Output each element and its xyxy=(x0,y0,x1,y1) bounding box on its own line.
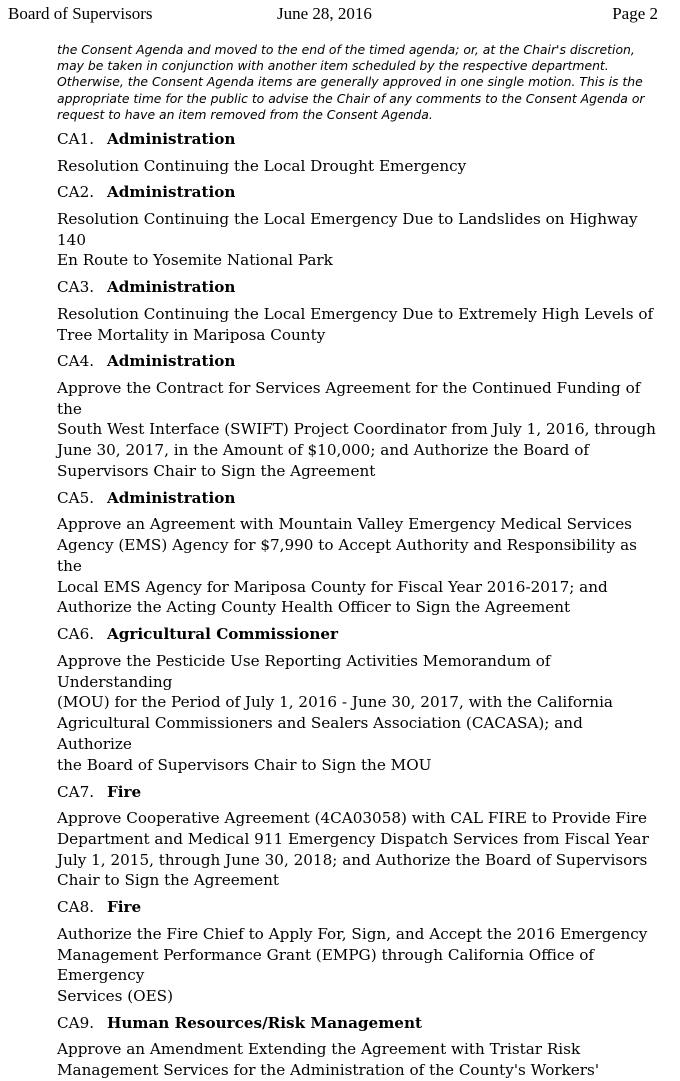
item-description: Authorize the Fire Chief to Apply For, Sign, and Accept the 2016 Emergency Management Performance Grant (EMPG) through California Office of Emergency Services (OES) xyxy=(57,924,648,1006)
agenda-item-ca1 xyxy=(57,129,662,176)
item-department: Human Resources/Risk Management xyxy=(107,1013,423,1032)
item-description: Approve an Agreement with Mountain Valley Emergency Medical Services Agency (EMS) Agency for $7,990 to Accept Authority and Responsibility as the Local EMS Agency for Mariposa County for Fiscal Year 2016-2017; and Authorize the Acting County Health Officer to Sign the Agreement xyxy=(57,515,637,617)
item-number: CA9. xyxy=(57,1013,95,1032)
item-number: CA4. xyxy=(57,352,95,371)
agenda-item-ca2 xyxy=(57,182,662,271)
item-heading xyxy=(57,488,662,509)
item-number: CA8. xyxy=(57,898,95,917)
item-number: CA1. xyxy=(57,130,95,149)
item-heading xyxy=(57,277,662,298)
consent-agenda-intro: the Consent Agenda and moved to the end of the timed agenda; or, at the Chair's discretion, may be taken in conjunction with another item scheduled by the respective department. Otherwise, the Consent Agenda items are generally approved in one single motion. This is the appropriate time for the public to advise the Chair of any comments to the Consent Agenda or request to have an item removed from the Consent Agenda. xyxy=(57,42,645,122)
page-header xyxy=(0,4,680,26)
item-department: Administration xyxy=(107,278,236,297)
header-page-number: Page 2 xyxy=(612,4,658,23)
item-number: CA6. xyxy=(57,625,95,644)
agenda-item-ca8 xyxy=(57,897,662,1007)
item-description: Approve the Pesticide Use Reporting Activities Memorandum of Understanding (MOU) for the Period of July 1, 2016 - June 30, 2017, with the California Agricultural Commissioners and Sealers Association (CACASA); and Authorize the Board of Supervisors Chair to Sign the MOU xyxy=(57,651,613,774)
item-department: Administration xyxy=(107,488,236,507)
item-department: Agricultural Commissioner xyxy=(107,625,339,644)
header-date: June 28, 2016 xyxy=(277,4,372,23)
item-department: Administration xyxy=(107,130,236,149)
item-number: CA3. xyxy=(57,278,95,297)
item-number: CA2. xyxy=(57,183,95,202)
item-description: Resolution Continuing the Local Emergency Due to Landslides on Highway 140 En Route to Yosemite National Park xyxy=(57,209,638,270)
agenda-item-ca5 xyxy=(57,488,662,618)
item-description: Approve an Amendment Extending the Agreement with Tristar Risk Management Services for the Administration of the County's Workers' xyxy=(57,1040,600,1080)
item-number: CA5. xyxy=(57,488,95,507)
agenda-item-ca9 xyxy=(57,1013,662,1081)
item-description: Approve Cooperative Agreement (4CA03058) with CAL FIRE to Provide Fire Department and Medical 911 Emergency Dispatch Services from Fiscal Year July 1, 2015, through June 30, 2018; and Authorize the Board of Supervisors Chair to Sign the Agreement xyxy=(57,809,649,890)
agenda-item-ca3 xyxy=(57,277,662,345)
item-heading xyxy=(57,624,662,645)
agenda-item-ca6 xyxy=(57,624,662,775)
item-heading xyxy=(57,129,662,150)
header-board-name: Board of Supervisors xyxy=(8,4,153,23)
item-heading xyxy=(57,782,662,803)
item-heading xyxy=(57,351,662,372)
item-description: Resolution Continuing the Local Drought Emergency xyxy=(57,156,467,175)
item-heading xyxy=(57,182,662,203)
item-department: Fire xyxy=(107,898,142,917)
item-heading xyxy=(57,897,662,918)
agenda-item-ca4 xyxy=(57,351,662,481)
item-department: Fire xyxy=(107,782,142,801)
item-description: Resolution Continuing the Local Emergency Due to Extremely High Levels of Tree Mortality in Mariposa County xyxy=(57,304,654,344)
agenda-item-ca7 xyxy=(57,782,662,892)
agenda-content xyxy=(57,42,662,1081)
item-number: CA7. xyxy=(57,782,95,801)
item-department: Administration xyxy=(107,352,236,371)
item-department: Administration xyxy=(107,183,236,202)
item-heading xyxy=(57,1013,662,1034)
item-description: Approve the Contract for Services Agreement for the Continued Funding of the South West Interface (SWIFT) Project Coordinator from July 1, 2016, through June 30, 2017, in the Amount of $10,000; and Authorize the Board of Supervisors Chair to Sign the Agreement xyxy=(57,378,656,480)
